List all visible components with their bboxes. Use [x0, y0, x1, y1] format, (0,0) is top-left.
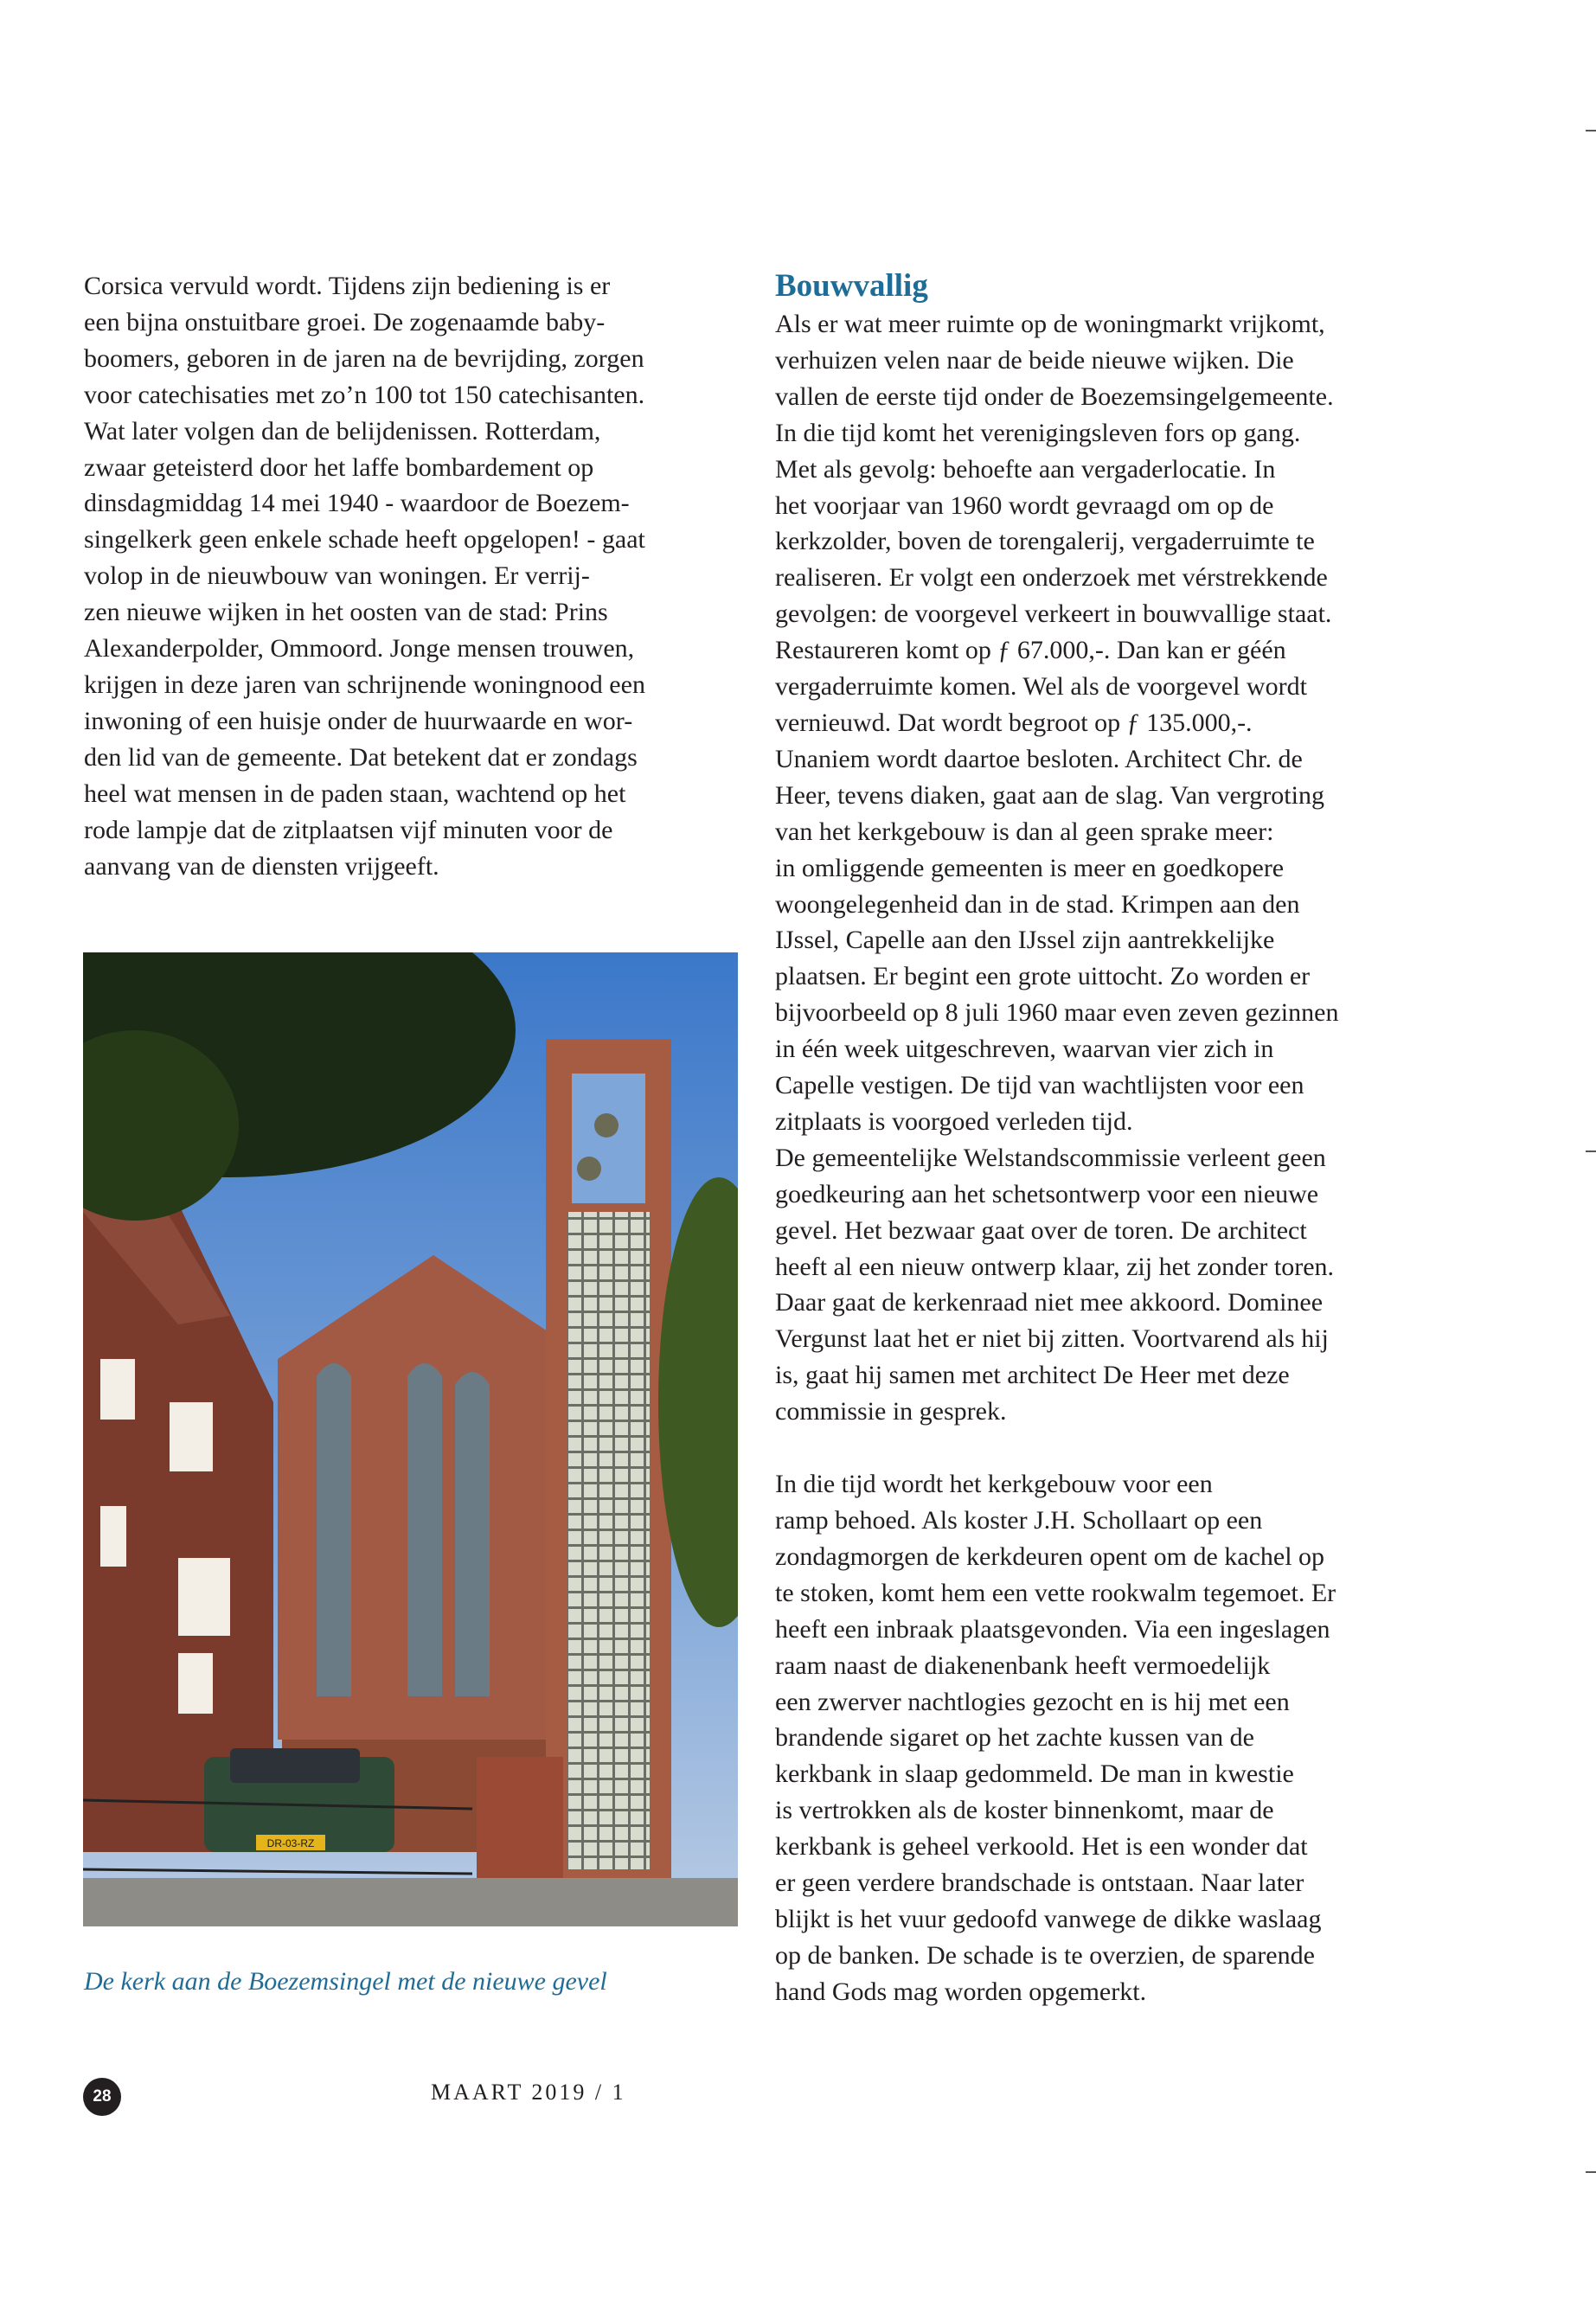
text-line: te stoken, komt hem een vette rookwalm tegemoet. Er [775, 1578, 1336, 1607]
text-line: blijkt is het vuur gedoofd vanwege de dikke waslaag [775, 1904, 1322, 1933]
car-windshield [230, 1748, 360, 1783]
crop-mark [1586, 1150, 1596, 1152]
crop-mark [1586, 130, 1596, 131]
text-line: singelkerk geen enkele schade heeft opgelopen! - gaat [84, 525, 645, 554]
text-line: een zwerver nachtlogies gezocht en is hij met een [775, 1687, 1290, 1716]
license-plate-text: DR-03-RZ [266, 1837, 315, 1849]
text-line: Wat later volgen dan de belijdenissen. Rotterdam, [84, 416, 601, 445]
tower-glass [567, 1212, 650, 1869]
section-heading: Bouwvallig [775, 268, 928, 304]
text-line: kerkzolder, boven de torengalerij, vergaderruimte te [775, 527, 1315, 556]
text-line: op de banken. De schade is te overzien, de sparende [775, 1940, 1315, 1970]
text-line: heeft een inbraak plaatsgevonden. Via een ingeslagen [775, 1614, 1330, 1644]
page-number-badge: 28 [83, 2078, 121, 2116]
text-line: Alexanderpolder, Ommoord. Jonge mensen trouwen, [84, 634, 635, 663]
bell-bottom [577, 1157, 601, 1181]
text-line: IJssel, Capelle aan den IJssel zijn aantrekkelijke [775, 926, 1275, 955]
text-line: Heer, tevens diaken, gaat aan de slag. Van vergroting [775, 780, 1324, 810]
text-line: in één week uitgeschreven, waarvan vier zich in [775, 1035, 1274, 1064]
photo-caption: De kerk aan de Boezemsingel met de nieuwe gevel [84, 1967, 607, 1996]
left-paragraph [84, 268, 741, 884]
text-line: brandende sigaret op het zachte kussen van de [775, 1723, 1254, 1753]
text-line: woongelegenheid dan in de stad. Krimpen aan den [775, 889, 1300, 919]
text-line: Unaniem wordt daartoe besloten. Architect Chr. de [775, 744, 1303, 773]
text-line: In die tijd komt het verenigingsleven fors op gang. [775, 418, 1301, 447]
text-line: ramp behoed. Als koster J.H. Schollaart op een [775, 1506, 1263, 1535]
text-line: Corsica vervuld wordt. Tijdens zijn bediening is er [84, 272, 611, 300]
text-line: In die tijd wordt het kerkgebouw voor een [775, 1470, 1213, 1499]
text-line: boomers, geboren in de jaren na de bevrijding, zorgen [84, 343, 644, 373]
text-line: zen nieuwe wijken in het oosten van de stad: Prins [84, 598, 608, 627]
text-line: realiseren. Er volgt een onderzoek met vérstrekkende [775, 563, 1328, 593]
crop-mark [1586, 2171, 1596, 2173]
text-line: vernieuwd. Dat wordt begroot op ƒ 135.000,-. [775, 708, 1253, 737]
text-line: raam naast de diakenenbank heeft vermoedelijk [775, 1650, 1271, 1680]
text-line: rode lampje dat de zitplaatsen vijf minuten voor de [84, 815, 613, 844]
text-line: Als er wat meer ruimte op de woningmarkt vrijkomt, [775, 310, 1325, 338]
text-line: kerkbank in slaap gedommeld. De man in kwestie [775, 1759, 1294, 1789]
text-line: verhuizen velen naar de beide nieuwe wijken. Die [775, 345, 1294, 375]
text-line: inwoning of een huisje onder de huurwaarde en wor- [84, 706, 633, 735]
text-line: zitplaats is voorgoed verleden tijd. [775, 1106, 1133, 1136]
text-line: aanvang van de diensten vrijgeeft. [84, 851, 439, 881]
text-line: vergaderruimte komen. Wel als de voorgevel wordt [775, 672, 1307, 702]
text-line: vallen de eerste tijd onder de Boezemsingelgemeente. [775, 381, 1334, 411]
text-line: dinsdagmiddag 14 mei 1940 - waardoor de Boezem- [84, 489, 630, 518]
right-column [775, 268, 1433, 2010]
text-line: er geen verdere brandschade is ontstaan. Naar later [775, 1868, 1304, 1898]
text-line: in omliggende gemeenten is meer en goedkopere [775, 853, 1285, 882]
left-column [84, 268, 741, 884]
text-line: zondagmorgen de kerkdeuren opent om de kachel op [775, 1541, 1325, 1571]
text-line: gevolgen: de voorgevel verkeert in bouwvallige staat. [775, 599, 1332, 629]
bell-top [594, 1113, 619, 1138]
issue-label: MAART 2019 / 1 [431, 2080, 626, 2105]
text-line: Met als gevolg: behoefte aan vergaderlocatie. In [775, 454, 1276, 484]
text-line: krijgen in deze jaren van schrijnende woningnood een [84, 670, 645, 699]
church-photo [83, 952, 738, 1926]
text-line: heel wat mensen in de paden staan, wachtend op het [84, 779, 626, 808]
pavement [83, 1878, 738, 1926]
text-line: van het kerkgebouw is dan al geen sprake meer: [775, 817, 1274, 846]
right-paragraph-2 [775, 1466, 1433, 2010]
text-line: Vergunst laat het er niet bij zitten. Voortvarend als hij [775, 1324, 1329, 1354]
right-paragraph-1 [775, 306, 1433, 1430]
text-line: kerkbank is geheel verkoold. Het is een wonder dat [775, 1832, 1308, 1862]
text-line: Daar gaat de kerkenraad niet mee akkoord. Dominee [775, 1288, 1324, 1317]
text-line: den lid van de gemeente. Dat betekent dat er zondags [84, 742, 638, 772]
text-line: goedkeuring aan het schetsontwerp voor een nieuwe [775, 1179, 1319, 1208]
text-line: commissie in gesprek. [775, 1397, 1007, 1426]
text-line: voor catechisaties met zo’n 100 tot 150 catechisanten. [84, 380, 645, 409]
text-line: het voorjaar van 1960 wordt gevraagd om op de [775, 490, 1274, 520]
text-line: bijvoorbeeld op 8 juli 1960 maar even zeven gezinnen [775, 998, 1339, 1028]
text-line: is vertrokken als de koster binnenkomt, maar de [775, 1796, 1274, 1825]
text-line: heeft al een nieuw ontwerp klaar, zij het zonder toren. [775, 1252, 1335, 1281]
text-line: gevel. Het bezwaar gaat over de toren. De architect [775, 1215, 1307, 1245]
text-line: volop in de nieuwbouw van woningen. Er verrij- [84, 561, 590, 591]
text-line: plaatsen. Er begint een grote uittocht. Zo worden er [775, 962, 1311, 991]
text-line: is, gaat hij samen met architect De Heer met deze [775, 1361, 1290, 1390]
text-line: Capelle vestigen. De tijd van wachtlijsten voor een [775, 1071, 1304, 1100]
text-line: een bijna onstuitbare groei. De zogenaamde baby- [84, 307, 606, 336]
text-line: hand Gods mag worden opgemerkt. [775, 1977, 1147, 2006]
text-line: De gemeentelijke Welstandscommissie verleent geen [775, 1143, 1326, 1172]
text-line: Restaureren komt op ƒ 67.000,-. Dan kan er géén [775, 636, 1286, 665]
tower-belfry [572, 1074, 645, 1203]
text-line: zwaar geteisterd door het laffe bombardement op [84, 452, 594, 482]
